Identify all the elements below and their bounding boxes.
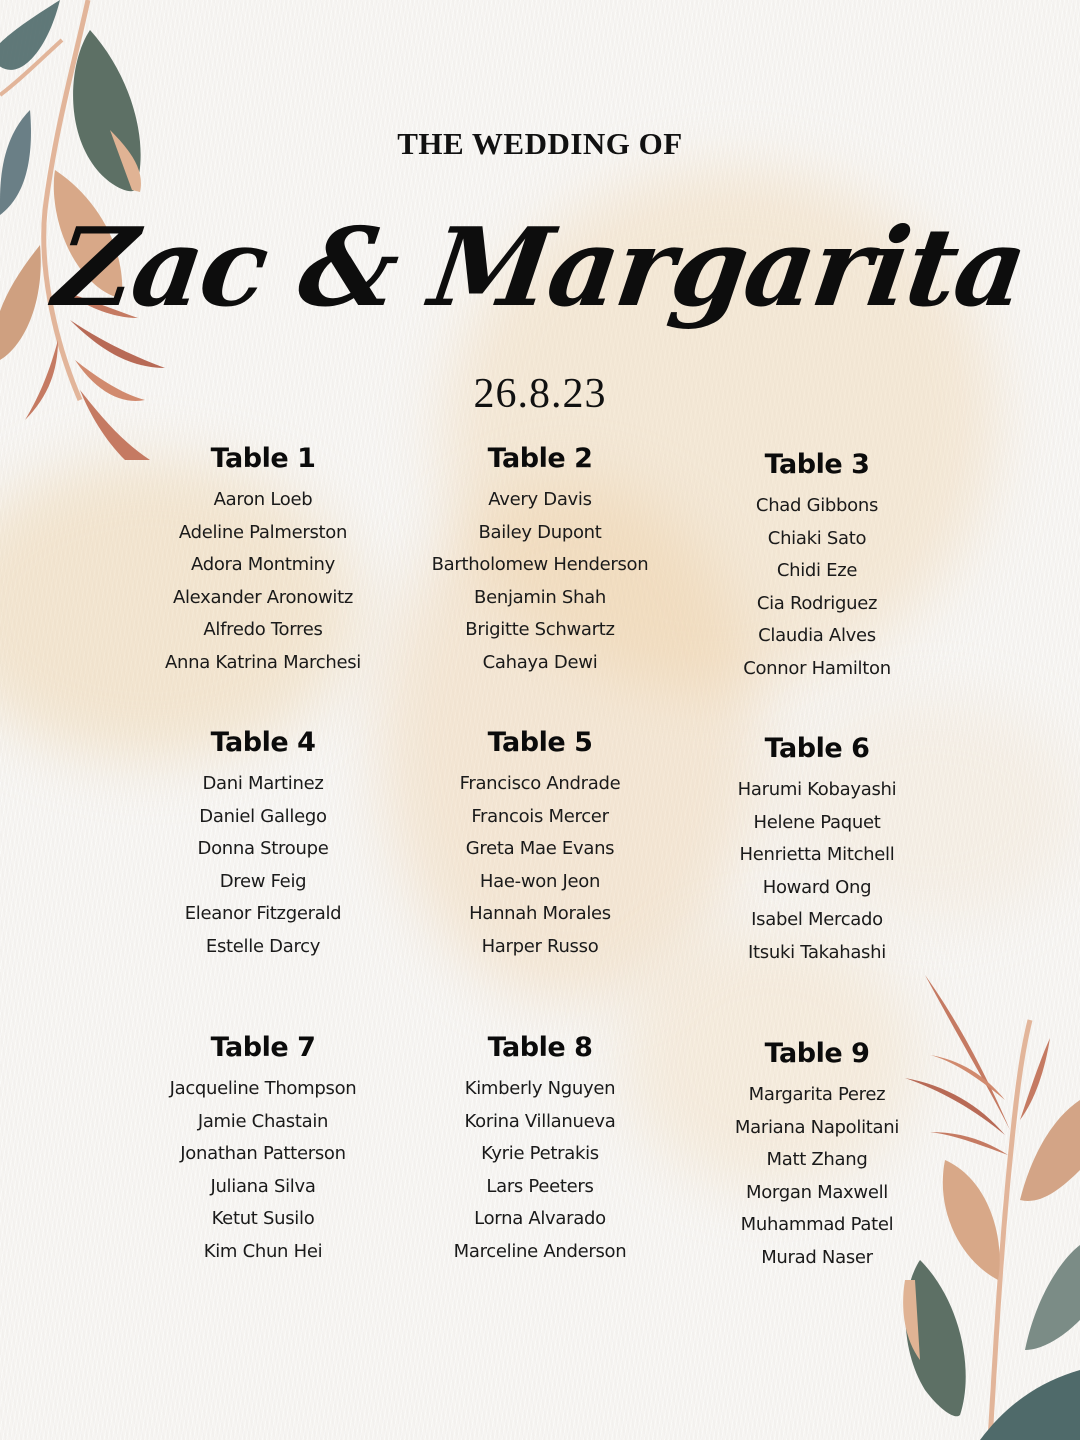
- table-title: Table 3: [764, 449, 870, 480]
- guest-name: Helene Paquet: [753, 811, 881, 833]
- guest-name: Cia Rodriguez: [756, 592, 878, 614]
- guest-name: Donna Stroupe: [197, 838, 329, 859]
- guest-name: Margarita Perez: [748, 1084, 886, 1105]
- guest-name: Chiaki Sato: [767, 527, 867, 549]
- guest-name: Isabel Mercado: [751, 909, 883, 930]
- guest-name: Chidi Eze: [776, 560, 858, 581]
- table-title: Table 6: [764, 733, 870, 764]
- guest-name: Alfredo Torres: [203, 619, 323, 640]
- table-9: [677, 1035, 957, 1274]
- wedding-date: 26.8.23: [473, 371, 607, 417]
- guest-name: Eleanor Fitzgerald: [184, 903, 342, 924]
- table-title: Table 7: [210, 1032, 316, 1063]
- table-7: [123, 1029, 403, 1268]
- table-title: Table 4: [210, 727, 316, 758]
- guest-name: Muhammad Patel: [740, 1214, 894, 1235]
- guest-name: Marceline Anderson: [453, 1240, 627, 1262]
- table-title: Table 5: [487, 727, 593, 758]
- guest-name: Francois Mercer: [471, 805, 609, 827]
- guest-name: Howard Ong: [762, 876, 872, 898]
- guest-name: Mariana Napolitani: [734, 1116, 900, 1138]
- guest-name: Kim Chun Hei: [203, 1240, 323, 1262]
- guest-name: Juliana Silva: [210, 1175, 316, 1197]
- table-1: [123, 440, 403, 679]
- guest-name: Jamie Chastain: [197, 1110, 329, 1132]
- guest-name: Harper Russo: [481, 935, 599, 957]
- guest-name: Alexander Aronowitz: [172, 586, 354, 608]
- table-4: [123, 724, 403, 963]
- guest-name: Kimberly Nguyen: [464, 1078, 616, 1099]
- guest-name: Brigitte Schwartz: [465, 619, 615, 640]
- table-8: [400, 1029, 680, 1268]
- kicker-text: THE WEDDING OF: [397, 126, 683, 161]
- guest-name: Morgan Maxwell: [745, 1181, 889, 1203]
- table-title: Table 9: [764, 1038, 870, 1069]
- guest-name: Jonathan Patterson: [180, 1143, 346, 1164]
- guest-name: Benjamin Shah: [474, 586, 606, 608]
- guest-name: Estelle Darcy: [205, 935, 321, 957]
- guest-name: Itsuki Takahashi: [748, 941, 886, 963]
- guest-name: Connor Hamilton: [743, 657, 891, 679]
- guest-name: Francisco Andrade: [459, 773, 621, 794]
- guest-name: Adora Montminy: [191, 554, 335, 575]
- guest-name: Daniel Gallego: [199, 805, 327, 827]
- table-title: Table 2: [487, 443, 593, 474]
- guest-name: Ketut Susilo: [211, 1208, 315, 1229]
- guest-name: Lorna Alvarado: [474, 1208, 606, 1229]
- guest-name: Harumi Kobayashi: [737, 779, 897, 800]
- guest-name: Dani Martinez: [202, 773, 324, 794]
- guest-name: Hae-won Jeon: [479, 870, 601, 892]
- guest-name: Matt Zhang: [766, 1149, 868, 1170]
- guest-name: Adeline Palmerston: [178, 521, 348, 543]
- table-5: [400, 724, 680, 963]
- table-6: [677, 730, 957, 969]
- table-title: Table 8: [487, 1032, 593, 1063]
- table-2: [400, 440, 680, 679]
- guest-name: Korina Villanueva: [464, 1110, 616, 1132]
- guest-name: Bartholomew Henderson: [431, 554, 649, 575]
- guest-name: Kyrie Petrakis: [481, 1143, 599, 1164]
- guest-name: Claudia Alves: [758, 625, 876, 646]
- guest-name: Henrietta Mitchell: [739, 844, 895, 865]
- guest-name: Chad Gibbons: [755, 495, 879, 516]
- guest-name: Hannah Morales: [469, 903, 611, 924]
- table-3: [677, 446, 957, 685]
- table-title: Table 1: [210, 443, 316, 474]
- guest-name: Murad Naser: [761, 1246, 873, 1268]
- guest-name: Greta Mae Evans: [465, 838, 615, 859]
- guest-name: Bailey Dupont: [478, 521, 602, 543]
- couple-names: Zac & Margarita: [47, 205, 1033, 331]
- guest-name: Cahaya Dewi: [482, 651, 598, 673]
- guest-name: Drew Feig: [219, 870, 307, 892]
- guest-name: Avery Davis: [488, 489, 592, 510]
- guest-name: Anna Katrina Marchesi: [164, 651, 362, 673]
- guest-name: Jacqueline Thompson: [169, 1078, 357, 1099]
- guest-name: Lars Peeters: [486, 1175, 594, 1197]
- guest-name: Aaron Loeb: [213, 489, 313, 510]
